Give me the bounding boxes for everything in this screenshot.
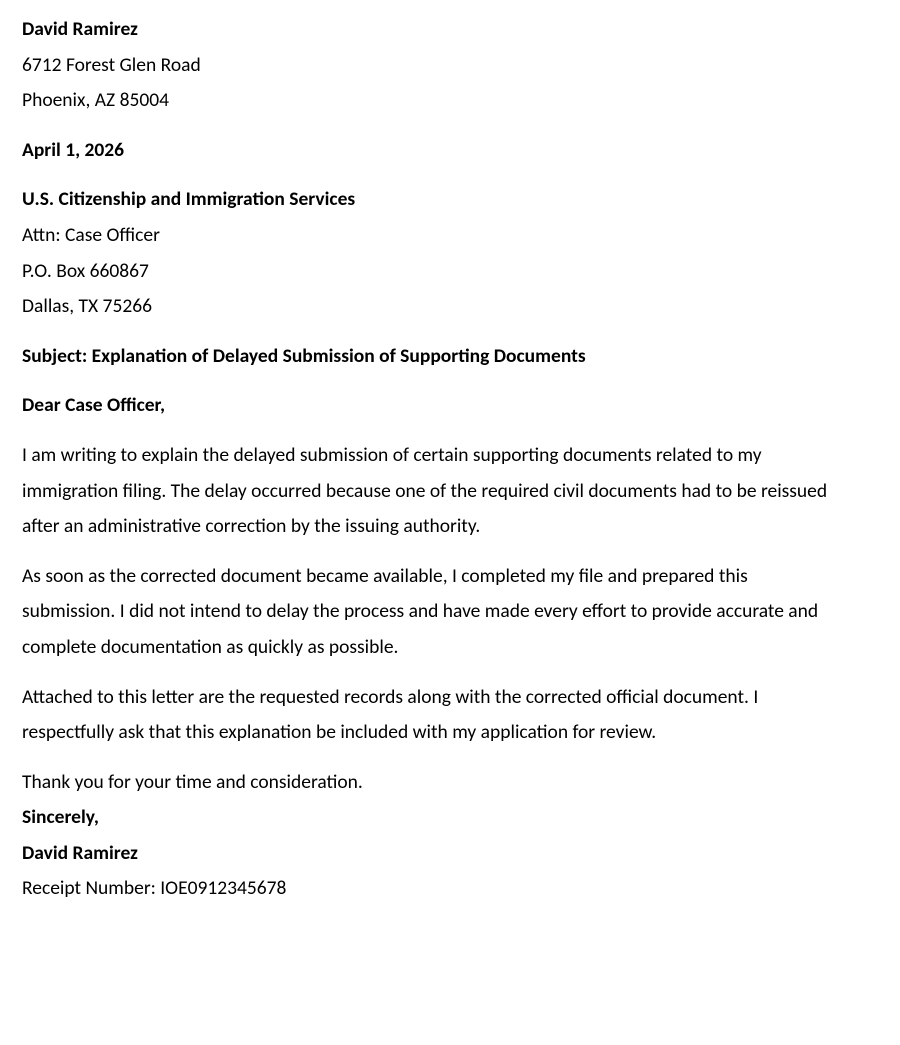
body-paragraph: I am writing to explain the delayed submission of certain supporting documents related to my immigration filing. The delay occurred because one of the required civil documents had to be reissued after an administrative correction by the issuing authority. [22, 442, 828, 539]
subject-line: Subject: Explanation of Delayed Submission of Supporting Documents [22, 343, 586, 368]
closing-block [22, 800, 878, 907]
recipient-address-block [22, 182, 878, 324]
receipt-number: Receipt Number: IOE0912345678 [22, 876, 287, 901]
valediction: Sincerely, [22, 805, 99, 830]
salutation: Dear Case Officer, [22, 393, 166, 418]
recipient-attention: Attn: Case Officer [22, 222, 160, 247]
body-paragraph: As soon as the corrected document became available, I completed my file and prepared this submission. I did not intend to delay the process and have made every effort to provide accurate and complete documentation as quickly as possible. [22, 563, 819, 659]
letter-date-block [22, 133, 878, 169]
recipient-organization: U.S. Citizenship and Immigration Services [22, 187, 356, 212]
sender-street: 6712 Forest Glen Road [22, 52, 201, 77]
salutation-block [22, 388, 878, 424]
sender-city-state-zip: Phoenix, AZ 85004 [22, 88, 169, 113]
body-paragraph: Thank you for your time and consideration. [22, 769, 363, 794]
signature-name: David Ramirez [22, 840, 138, 865]
letter-date: April 1, 2026 [22, 137, 125, 162]
subject-block [22, 339, 878, 375]
letter-body [22, 438, 878, 800]
recipient-city-state-zip: Dallas, TX 75266 [22, 294, 152, 319]
recipient-po-box: P.O. Box 660867 [22, 258, 149, 283]
body-paragraph: Attached to this letter are the requested records along with the corrected official document. I respectfully ask that this explanation be included with my application for review. [22, 684, 759, 745]
sender-name: David Ramirez [22, 17, 138, 41]
sender-address-block [22, 12, 878, 119]
